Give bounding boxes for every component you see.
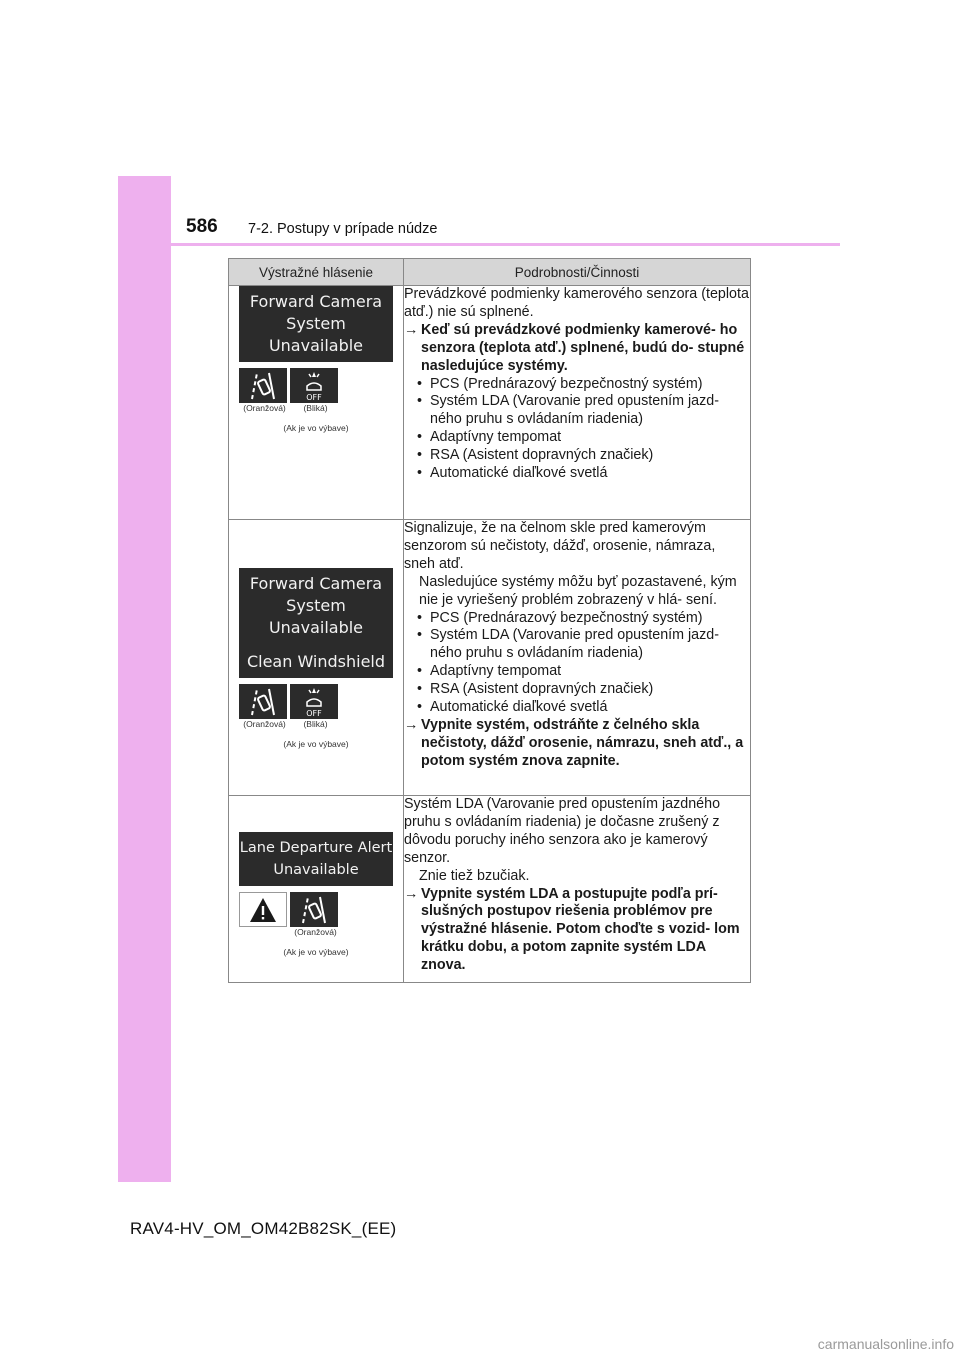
- arrow-icon: →: [404, 885, 419, 902]
- details-cell: [404, 286, 751, 520]
- lane-departure-icon: [290, 892, 338, 927]
- warning-triangle-icon: [239, 892, 287, 927]
- header-rule: [118, 243, 840, 246]
- lane-departure-icon: [239, 368, 287, 403]
- list-item: • RSA (Asistent dopravných značiek): [417, 681, 654, 698]
- arrow-icon: →: [404, 321, 419, 338]
- list-item-label: Adaptívny tempomat: [430, 429, 562, 446]
- icon-color-label: (Bliká): [303, 403, 328, 413]
- watermark-link[interactable]: carmanualsonline.info: [817, 1336, 954, 1352]
- list-item-label: Systém LDA (Varovanie pred opustením jazd- ného pruhu s ovládaním riadenia): [430, 627, 719, 662]
- display-line: System: [286, 596, 346, 615]
- action-text: [404, 717, 750, 771]
- action-label: Vypnite systém LDA a postupujte podľa prí- slušných postupov riešenia problémov pre výstražné hlásenie. Potom choďte s vozid- lom krátku dobu, a potom zapnite systém LDA znova.: [421, 885, 740, 974]
- svg-text:OFF: OFF: [306, 708, 322, 718]
- multi-info-display-message: [239, 286, 393, 362]
- warning-image-cell: [229, 520, 404, 796]
- icon-color-label: (Oranžová): [243, 719, 286, 729]
- warning-messages-table: [228, 258, 751, 983]
- note-text: Znie tiež bzučiak.: [419, 867, 530, 884]
- action-label: Keď sú prevádzkové podmienky kamerové- ho senzora (teplota atď.) splnené, budú do- stupné nasledujúce systémy.: [421, 321, 745, 374]
- action-label: Vypnite systém, odstráňte z čelného skla nečistoty, dážď orosenie, námrazu, sneh atď., a potom systém znova zapnite.: [421, 716, 744, 769]
- icon-color-label: (Oranžová): [243, 403, 286, 413]
- section-title: 7-2. Postupy v prípade núdze: [248, 221, 438, 237]
- warning-image-cell: [229, 286, 404, 520]
- icon-color-label: (Oranžová): [294, 927, 337, 937]
- display-line: Lane Departure Alert: [239, 840, 393, 856]
- fitment-note: (Ak je vo výbave): [283, 739, 349, 749]
- list-item: • Systém LDA (Varovanie pred opustením jazd- ného pruhu s ovládaním riadenia): [404, 627, 750, 663]
- list-item: • RSA (Asistent dopravných značiek): [417, 447, 654, 464]
- multi-info-display-message: [239, 568, 393, 678]
- icon-color-label: (Bliká): [303, 719, 328, 729]
- condition-text: Prevádzkové podmienky kamerového senzora (teplota atď.) nie sú splnené.: [404, 286, 749, 320]
- table-row: [229, 796, 751, 983]
- arrow-icon: →: [404, 716, 419, 733]
- list-item-label: Automatické diaľkové svetlá: [430, 465, 608, 482]
- document-code: RAV4-HV_OM_OM42B82SK_(EE): [130, 1219, 397, 1238]
- chapter-side-tab: [118, 176, 171, 1182]
- list-item: • PCS (Prednárazový bezpečnostný systém): [417, 375, 703, 392]
- table-row: [229, 520, 751, 796]
- list-item: • Adaptívny tempomat: [417, 663, 562, 680]
- col-header-details: Podrobnosti/Činnosti: [404, 259, 751, 286]
- list-item: • Automatické diaľkové svetlá: [417, 465, 608, 482]
- fitment-note: (Ak je vo výbave): [283, 423, 349, 433]
- display-line: Clean Windshield: [246, 652, 386, 671]
- lane-departure-icon: [239, 684, 287, 719]
- list-item-label: PCS (Prednárazový bezpečnostný systém): [430, 609, 703, 626]
- display-line: System: [286, 314, 346, 333]
- list-item-label: RSA (Asistent dopravných značiek): [430, 681, 654, 698]
- list-item: • Automatické diaľkové svetlá: [417, 699, 608, 716]
- details-cell: [404, 796, 751, 983]
- note-text: Nasledujúce systémy môžu byť pozastavené, kým nie je vyriešený problém zobrazený v hlá- sení.: [419, 573, 737, 608]
- col-header-warning: Výstražné hlásenie: [229, 259, 404, 286]
- table-row: [229, 286, 751, 520]
- pcs-off-icon: [290, 368, 338, 403]
- display-line: Forward Camera: [249, 574, 383, 593]
- list-item-label: Systém LDA (Varovanie pred opustením jazd- ného pruhu s ovládaním riadenia): [430, 393, 719, 428]
- warning-image-cell: [229, 796, 404, 983]
- condition-text: Signalizuje, že na čelnom skle pred kamerovým senzorom sú nečistoty, dážď, orosenie, námraza, sneh atď.: [404, 520, 716, 572]
- fitment-note: (Ak je vo výbave): [283, 947, 349, 957]
- display-line: Forward Camera: [249, 292, 383, 311]
- details-cell: [404, 520, 751, 796]
- list-item-label: Automatické diaľkové svetlá: [430, 699, 608, 716]
- list-item: • Systém LDA (Varovanie pred opustením jazd- ného pruhu s ovládaním riadenia): [404, 393, 750, 429]
- list-item-label: PCS (Prednárazový bezpečnostný systém): [430, 375, 703, 392]
- svg-text:OFF: OFF: [306, 392, 322, 402]
- page-number: 586: [186, 216, 218, 237]
- display-line: Unavailable: [268, 618, 364, 637]
- multi-info-display-message: [239, 832, 393, 886]
- action-text: [404, 886, 750, 976]
- list-item-label: RSA (Asistent dopravných značiek): [430, 447, 654, 464]
- pcs-off-icon: [290, 684, 338, 719]
- display-line: Unavailable: [273, 862, 359, 878]
- list-item-label: Adaptívny tempomat: [430, 663, 562, 680]
- list-item: • PCS (Prednárazový bezpečnostný systém): [417, 609, 703, 626]
- display-line: Unavailable: [268, 336, 364, 355]
- list-item: • Adaptívny tempomat: [417, 429, 562, 446]
- condition-text: Systém LDA (Varovanie pred opustením jazdného pruhu s ovládaním riadenia) je dočasne zrušený z dôvodu poruchy iného senzora ako je kamerový senzor.: [404, 796, 721, 866]
- action-text: [404, 322, 750, 376]
